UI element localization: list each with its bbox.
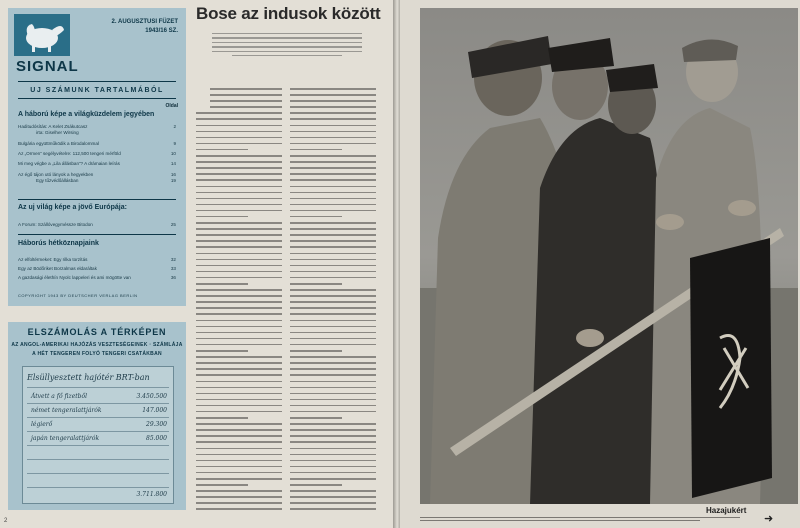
text-line (290, 216, 342, 218)
text-line (196, 271, 282, 273)
ledger-panel-title: ELSZÁMOLÁS A TÉRKÉPEN (27, 327, 167, 337)
text-line (196, 411, 282, 413)
text-line (290, 265, 376, 267)
text-line (196, 356, 282, 358)
text-line (290, 100, 376, 102)
text-line (196, 460, 282, 462)
text-line (290, 161, 376, 163)
signal-logo-text: SIGNAL (16, 58, 79, 75)
article-lead-block (212, 30, 362, 59)
text-line (210, 100, 282, 102)
ledger-row-value: 147.000 (142, 407, 167, 414)
text-line (196, 259, 282, 261)
ledger-row-label: német tengeralattjárók (31, 407, 102, 414)
text-line (196, 508, 282, 510)
text-line (290, 338, 376, 340)
magazine-spine (393, 0, 400, 528)
text-line (196, 448, 282, 450)
text-line (290, 106, 376, 108)
text-line (290, 179, 376, 181)
text-line (196, 289, 282, 291)
page-number: 2 (4, 518, 8, 524)
text-line (290, 405, 376, 407)
text-line (196, 167, 282, 169)
text-line (290, 167, 376, 169)
text-line (290, 198, 376, 200)
text-line (290, 88, 376, 90)
text-line (290, 137, 376, 139)
text-line (196, 112, 282, 114)
text-line (290, 277, 376, 279)
text-line (290, 466, 376, 468)
text-line (290, 222, 376, 224)
text-line (290, 460, 376, 462)
divider (18, 199, 176, 200)
text-line (196, 131, 282, 133)
ledger-row-value: 29.300 (146, 421, 167, 428)
photo-caption: Hazajukért (706, 506, 747, 515)
text-line (290, 454, 376, 456)
text-line (196, 326, 282, 328)
text-line (290, 399, 376, 401)
text-line (196, 387, 282, 389)
text-line (196, 265, 282, 267)
text-line (196, 338, 282, 340)
text-line (196, 283, 248, 285)
text-line (290, 118, 376, 120)
text-line (290, 192, 376, 194)
issue-date: 2. AUGUSZTUSI FÜZET (111, 19, 178, 25)
text-line (196, 368, 282, 370)
text-line (290, 240, 376, 242)
ledger-subtitle: A HÉT TENGEREN FOLYÓ TENGERI CSATÁKBAN (32, 351, 162, 357)
text-line (290, 356, 376, 358)
text-line (196, 149, 248, 151)
text-line (290, 429, 376, 431)
text-line (196, 393, 282, 395)
text-line (196, 381, 282, 383)
text-line (196, 137, 282, 139)
text-line (290, 307, 376, 309)
text-line (290, 131, 376, 133)
issue-label (112, 18, 178, 36)
caption-text-block (420, 517, 740, 523)
text-line (290, 423, 376, 425)
text-line (196, 192, 282, 194)
text-line (196, 161, 282, 163)
section-title: Az uj világ képe a jövő Európája: (18, 204, 127, 211)
ledger-heading: Elsüllyesztett hajótér BRT-ban (27, 373, 150, 382)
text-line (290, 204, 376, 206)
text-line (196, 246, 282, 248)
issue-number: 1943/16 SZ. (145, 28, 178, 34)
text-line (196, 429, 282, 431)
ledger-row-value: 85.000 (146, 435, 167, 442)
text-line (290, 448, 376, 450)
text-line (290, 155, 376, 157)
ledger-total: 3.711.800 (136, 491, 167, 498)
text-line (196, 295, 282, 297)
text-line (196, 307, 282, 309)
text-line (290, 210, 376, 212)
text-line (290, 125, 376, 127)
text-line (210, 94, 282, 96)
text-line (290, 350, 342, 352)
text-line (196, 253, 282, 255)
text-line (290, 393, 376, 395)
ledger-row-label: Átvett a fő fizetből (31, 393, 88, 400)
section-title: A háború képe a világküzdelem jegyében (18, 111, 155, 118)
text-line (196, 374, 282, 376)
text-line (196, 502, 282, 504)
text-line (290, 186, 376, 188)
text-line (290, 411, 376, 413)
text-line (196, 204, 282, 206)
text-line (196, 198, 282, 200)
text-line (290, 472, 376, 474)
text-line (196, 423, 282, 425)
toc-heading: UJ SZÁMUNK TARTALMÁBÓL (30, 87, 164, 94)
text-line (290, 143, 376, 145)
text-line (196, 344, 282, 346)
text-line (196, 405, 282, 407)
text-line (290, 234, 376, 236)
text-line (210, 106, 282, 108)
text-line (290, 112, 376, 114)
ledger-panel (8, 322, 186, 510)
text-line (196, 186, 282, 188)
text-line (290, 478, 376, 480)
ledger-row-value: 3.450.500 (136, 393, 167, 400)
text-line (210, 88, 282, 90)
text-line (196, 484, 248, 486)
text-line (290, 253, 376, 255)
divider (18, 81, 176, 82)
signal-logo-emblem (14, 14, 70, 56)
text-line (290, 313, 376, 315)
text-line (196, 173, 282, 175)
ledger-subtitle: AZ ANGOL-AMERIKAI HAJÓZÁS VESZTESÉGEINEK · SZÁMLÁJA (11, 342, 183, 348)
text-line (290, 435, 376, 437)
text-line (290, 173, 376, 175)
text-line (290, 441, 376, 443)
text-line (196, 399, 282, 401)
text-line (290, 295, 376, 297)
text-line (290, 387, 376, 389)
copyright: COPYRIGHT 1943 BY DEUTSCHER VERLAG BERLIN (18, 293, 138, 298)
text-line (196, 179, 282, 181)
text-line (196, 301, 282, 303)
text-line (290, 374, 376, 376)
text-line (196, 350, 248, 352)
text-line (196, 234, 282, 236)
text-line (290, 94, 376, 96)
text-line (290, 271, 376, 273)
text-line (290, 326, 376, 328)
text-line (196, 490, 282, 492)
ledger-row-label: japán tengeralattjárók (31, 435, 100, 442)
text-line (290, 283, 342, 285)
text-line (290, 496, 376, 498)
text-line (290, 320, 376, 322)
section-title: Háborús hétköznapjaink (18, 240, 99, 247)
text-line (196, 313, 282, 315)
article-headline: Bose az indusok között (196, 4, 381, 23)
text-line (290, 228, 376, 230)
text-line (290, 332, 376, 334)
text-line (196, 332, 282, 334)
text-line (290, 289, 376, 291)
text-line (196, 435, 282, 437)
text-line (196, 240, 282, 242)
text-line (196, 228, 282, 230)
article-column (290, 88, 376, 518)
divider (18, 98, 176, 99)
signal-contents-panel: SIGNAL 2. AUGUSZTUSI FÜZET 1943/16 SZ. UJ SZÁMUNK TARTALMÁBÓL Oldal A háború képe a világküzdelem jegyében Haditudósítás: A Kelet Zsákutcasz 2 irta: Giselher Wirsing Bulgária együttműködik a Birodalommal 9 Az „Ormen” segélyvételre: 112,500 tengeri mérföld 10 Mi meg végbe a „Lila állásban”? A drámaian leírás 14 Az égő tájon utó lányok a hegyekben 16 Egy tűzvédőállásban 19 Az uj világ képe a jövő Európája: A Forum: Szállóvegyméssze Bitodon 25 Háborús hétköznapjaink Az elfoltérmeket: Egy rilka torzítás 32 Egy az Bödőriket Borzalmas eldaráltak 33 A gazdasági élethín Nyolc lappeleri és ami mögötte van 36 COPYRIGHT 1943 BY DEUTSCHER VERLAG BERLIN (8, 8, 186, 306)
text-line (290, 502, 376, 504)
text-line (290, 381, 376, 383)
text-line (196, 222, 282, 224)
text-line (290, 417, 342, 419)
text-line (196, 320, 282, 322)
text-line (196, 155, 282, 157)
text-line (290, 246, 376, 248)
next-page-arrow-icon: ➜ (764, 513, 774, 525)
page-column-label: Oldal (165, 103, 178, 109)
text-line (196, 496, 282, 498)
text-line (290, 484, 342, 486)
text-line (196, 125, 282, 127)
text-line (290, 490, 376, 492)
text-line (290, 368, 376, 370)
divider (18, 234, 176, 235)
text-line (196, 216, 248, 218)
text-line (290, 301, 376, 303)
text-line (196, 454, 282, 456)
text-line (196, 210, 282, 212)
text-line (290, 259, 376, 261)
text-line (290, 344, 376, 346)
text-line (196, 478, 282, 480)
text-line (196, 441, 282, 443)
ledger-sheet (22, 366, 174, 504)
text-line (196, 143, 282, 145)
text-line (196, 118, 282, 120)
soldiers-photo (420, 8, 798, 504)
text-line (290, 149, 342, 151)
text-line (290, 508, 376, 510)
text-line (196, 362, 282, 364)
ledger-row-label: légierő (31, 421, 53, 428)
text-line (290, 362, 376, 364)
text-line (196, 472, 282, 474)
article-column (196, 88, 282, 518)
text-line (196, 466, 282, 468)
text-line (196, 417, 248, 419)
text-line (196, 277, 282, 279)
